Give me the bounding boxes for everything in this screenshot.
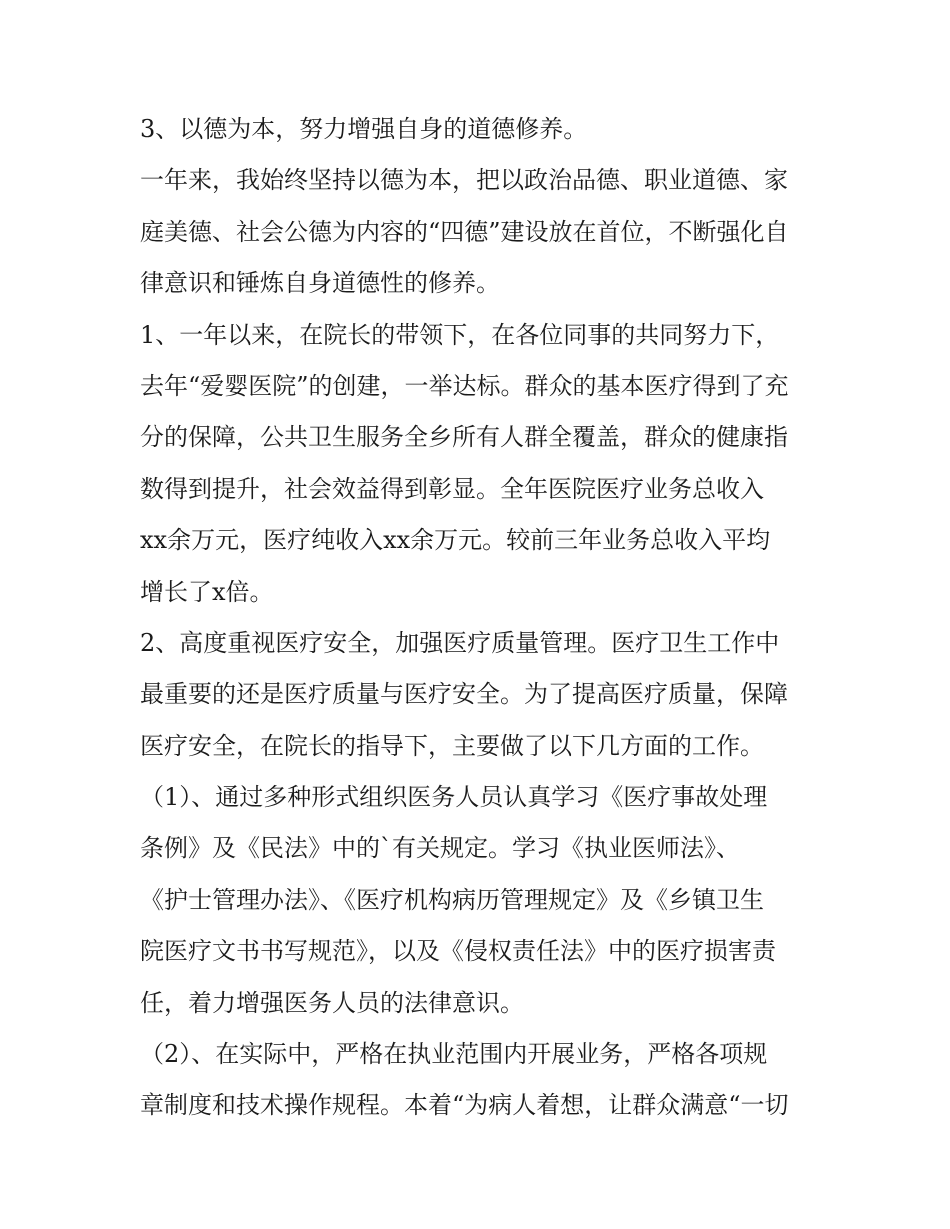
text-line: 院医疗文书书写规范》，以及《侵权责任法》中的医疗损害责 bbox=[140, 937, 776, 966]
text-line: 1、一年以来，在院长的带领下，在各位同事的共同努力下， bbox=[140, 320, 780, 349]
text-line: 3、以德为本，努力增强自身的道德修养。 bbox=[140, 115, 588, 143]
text-line: 数得到提升，社会效益得到彰显。全年医院医疗业务总收入 bbox=[140, 474, 764, 503]
text-line: 《护士管理办法》、《医疗机构病历管理规定》及《乡镇卫生 bbox=[140, 885, 764, 914]
text-line: 任，着力增强医务人员的法律意识。 bbox=[140, 988, 524, 1017]
text-line: 医疗安全，在院长的指导下，主要做了以下几方面的工作。 bbox=[140, 731, 764, 760]
text-line: 2、高度重视医疗安全，加强医疗质量管理。医疗卫生工作中 bbox=[140, 628, 780, 657]
text-line: xx余万元，医疗纯收入xx余万元。较前三年业务总收入平均 bbox=[140, 526, 771, 555]
text-line: 条例》及《民法》中的`有关规定。学习《执业医师法》、 bbox=[140, 834, 740, 863]
text-line: 一年来，我始终坚持以德为本，把以政治品德、职业道德、家 bbox=[140, 166, 788, 195]
text-line: （1）、通过多种形式组织医务人员认真学习《医疗事故处理 bbox=[140, 783, 768, 812]
text-line: （2）、在实际中，严格在执业范围内开展业务，严格各项规 bbox=[140, 1040, 768, 1069]
text-line: 律意识和锤炼自身道德性的修养。 bbox=[140, 269, 500, 298]
text-line: 最重要的还是医疗质量与医疗安全。为了提高医疗质量，保障 bbox=[140, 680, 788, 709]
text-line: 庭美德、社会公德为内容的“四德”建设放在首位，不断强化自 bbox=[140, 217, 789, 246]
document-body bbox=[140, 104, 820, 1132]
text-line: 章制度和技术操作规程。本着“为病人着想，让群众满意“一切 bbox=[140, 1091, 789, 1120]
text-line: 分的保障，公共卫生服务全乡所有人群全覆盖，群众的健康指 bbox=[140, 423, 788, 452]
text-line: 增长了x倍。 bbox=[140, 577, 274, 606]
text-line: 去年“爱婴医院”的创建，一举达标。群众的基本医疗得到了充 bbox=[140, 371, 789, 400]
